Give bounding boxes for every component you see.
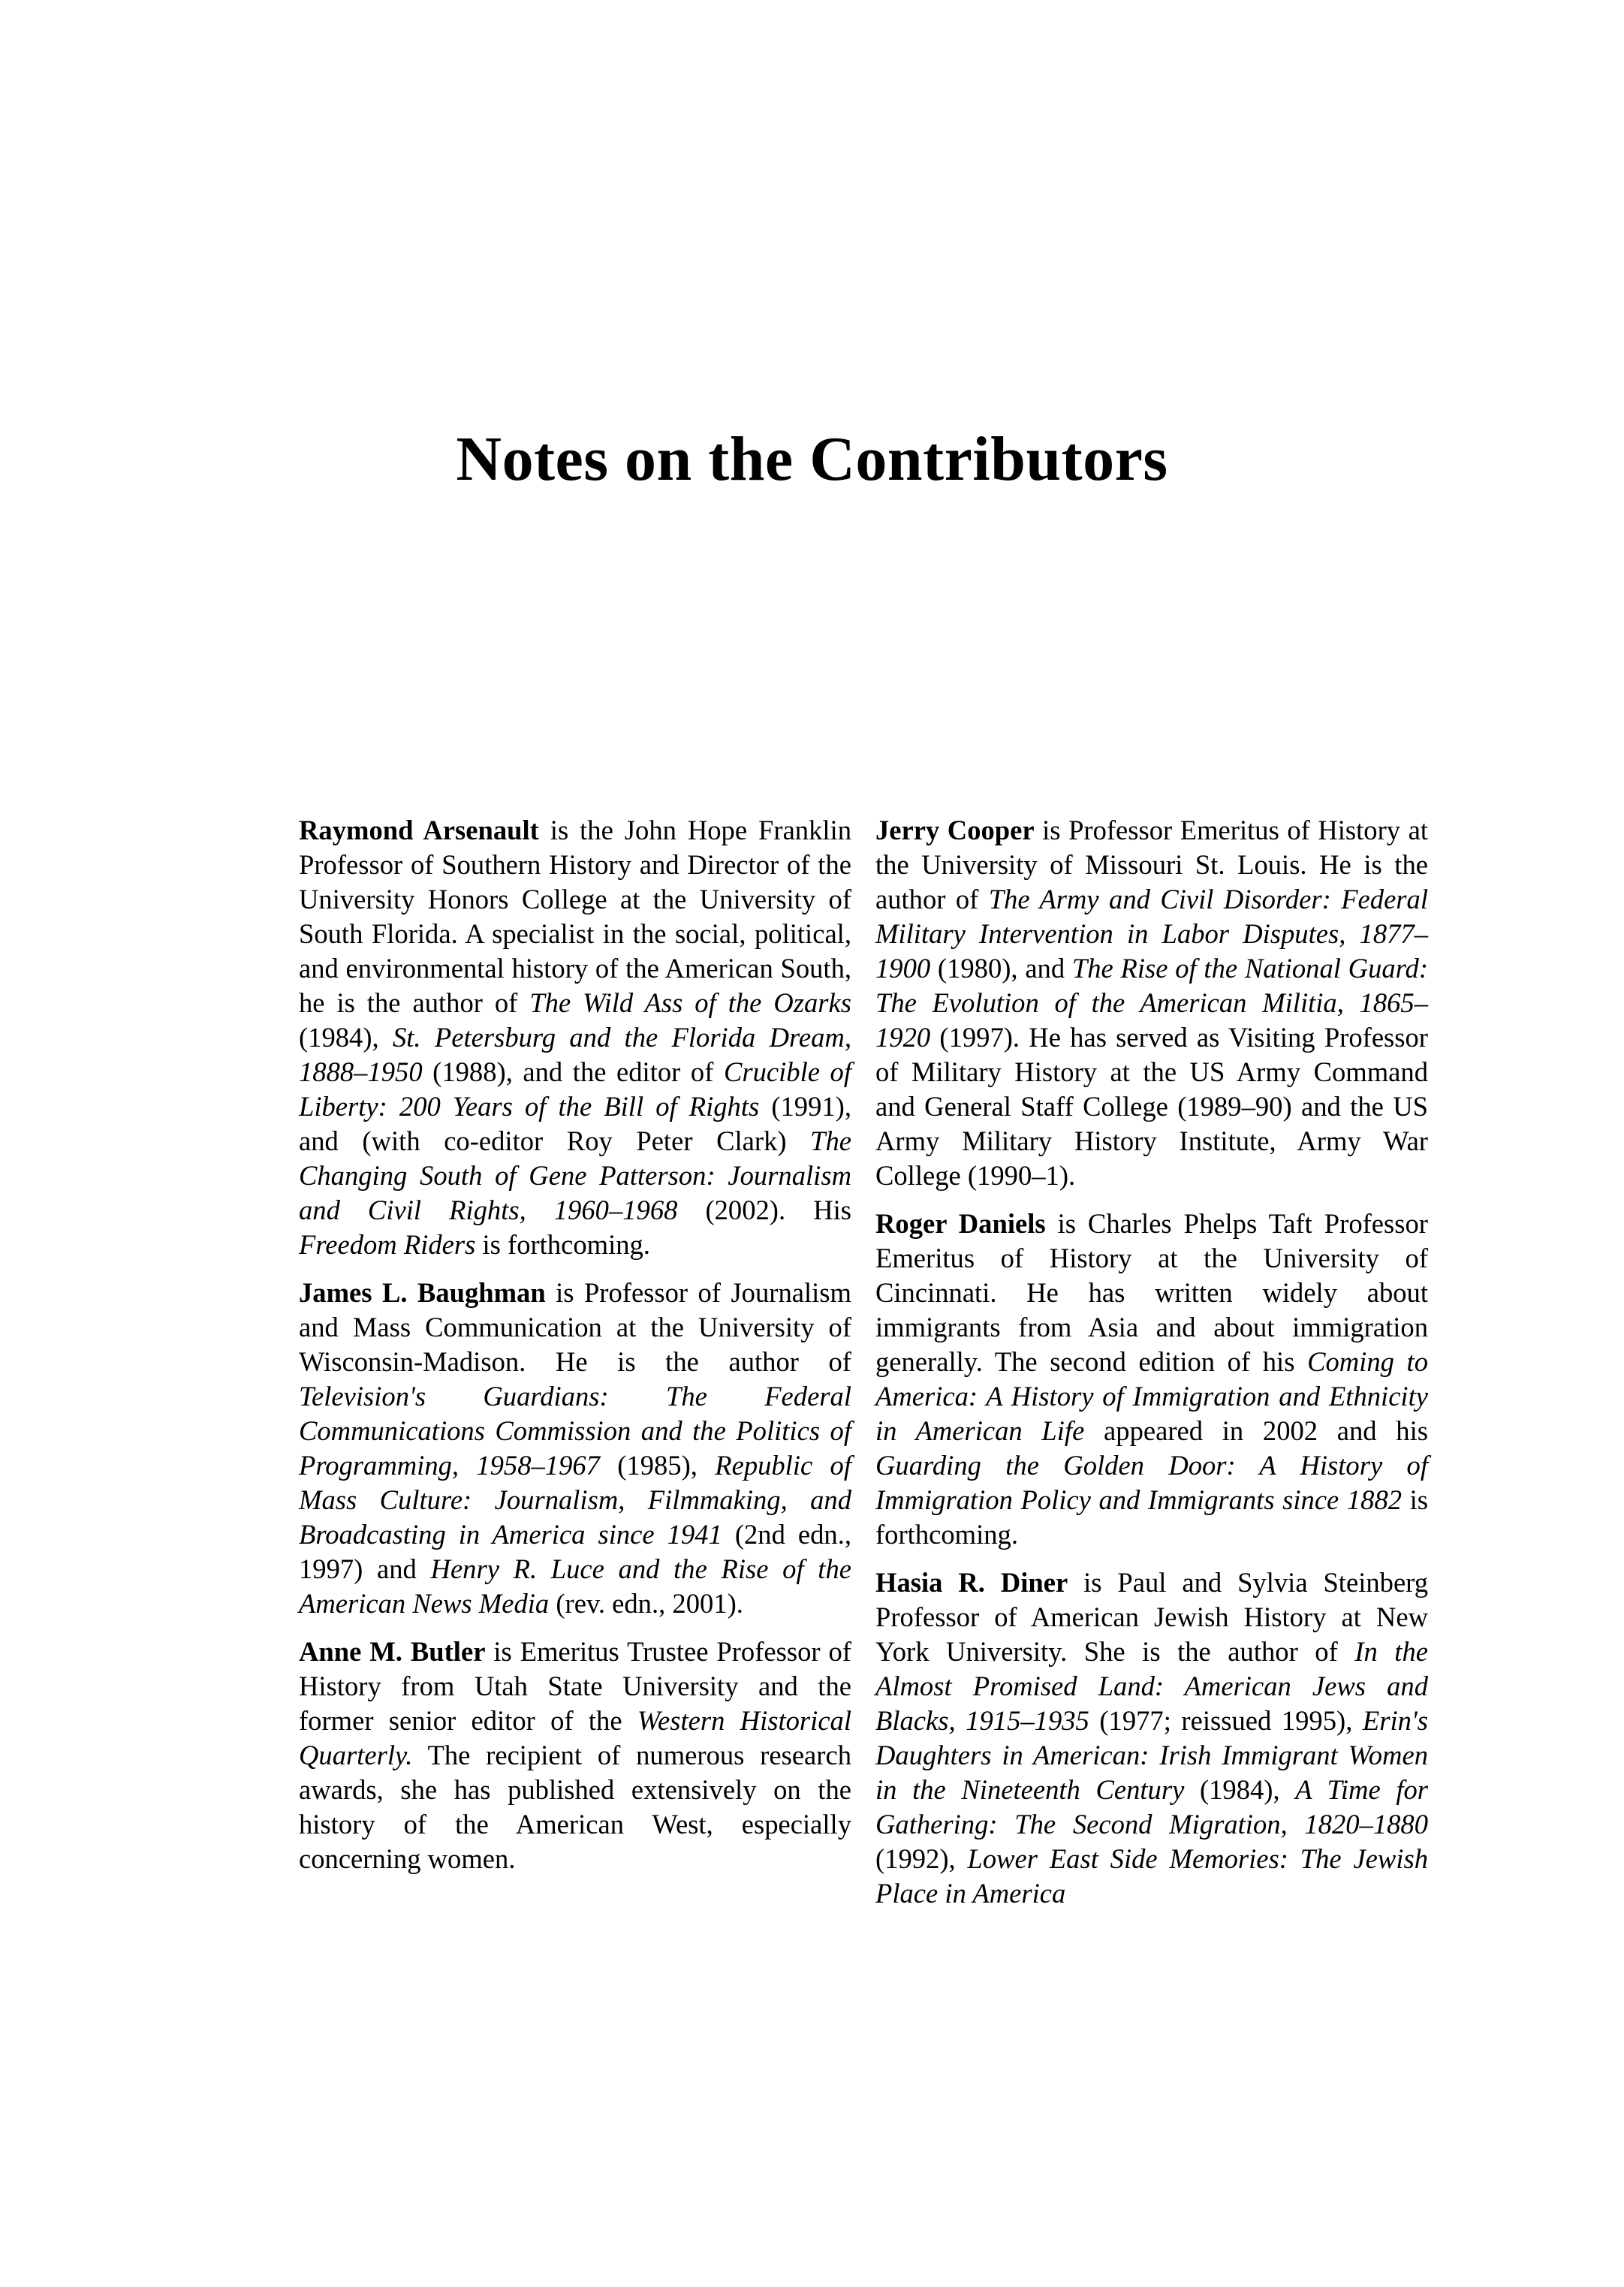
publication-title: The Changing South of Gene Patterson: Journalism and Civil Rights, 1960–1968 — [299, 1125, 851, 1225]
publication-title: In the Almost Promised Land: American Jews and Blacks, 1915–1935 — [875, 1636, 1428, 1736]
page-title: Notes on the Contributors — [456, 424, 1168, 494]
publication-title: Henry R. Luce and the Rise of the American News Media — [299, 1553, 851, 1619]
bio-text: (1977; reissued 1995), — [1089, 1705, 1363, 1736]
contributor-name: Hasia R. Diner — [875, 1567, 1068, 1598]
left-column — [299, 813, 851, 1890]
bio-text: (1984), — [299, 1022, 393, 1053]
publication-title: The Wild Ass of the Ozarks — [529, 987, 851, 1018]
bio-text: (1991), and (with co-editor Roy Peter Clark) — [299, 1091, 851, 1156]
right-column — [875, 813, 1428, 1924]
publication-title: Guarding the Golden Door: A History of Immigration Policy and Immigrants since 1882 — [875, 1450, 1428, 1515]
contributor-entry — [299, 813, 851, 1262]
contributor-entry — [299, 1635, 851, 1876]
contributor-name: Anne M. Butler — [299, 1636, 486, 1667]
publication-title: Erin's Daughters in American: Irish Immigrant Women in the Nineteenth Century — [875, 1705, 1428, 1805]
publication-title: Lower East Side Memories: The Jewish Place in America — [875, 1843, 1429, 1909]
contributor-entry — [875, 813, 1428, 1193]
contributor-name: Raymond Arsenault — [299, 815, 539, 845]
bio-text: (1985), — [599, 1450, 716, 1481]
publication-title: Republic of Mass Culture: Journalism, Filmmaking, and Broadcasting in America since 1941 — [299, 1450, 851, 1550]
contributor-entry — [299, 1276, 851, 1621]
publication-title: St. Petersburg and the Florida Dream, 1888–1950 — [299, 1022, 851, 1087]
contributor-name: James L. Baughman — [299, 1277, 546, 1308]
bio-text: (1988), and the editor of — [422, 1056, 724, 1087]
bio-text: is the John Hope Franklin Professor of Southern History and Director of the University Honors College at the University of South Florida. A specialist in the social, political, and environmental history of the American South, he is the author of — [299, 815, 851, 1018]
bio-text: is Charles Phelps Taft Professor Emeritus of History at the University of Cincinnati. He has written widely about immigrants from Asia and about immigration generally. The second edition of his — [875, 1208, 1428, 1377]
publication-title: Television's Guardians: The Federal Communications Commission and the Politics of Programming, 1958–1967 — [299, 1381, 851, 1481]
bio-text: (rev. edn., 2001). — [549, 1588, 743, 1619]
publication-title: Freedom Riders — [299, 1229, 476, 1260]
bio-text: is forthcoming. — [875, 1484, 1428, 1550]
bio-text: (1997). He has served as Visiting Professor of Military History at the US Army Command and General Staff College (1989–90) and the US Army Military History Institute, Army War College (1990–1). — [875, 1022, 1428, 1191]
bio-text: is Professor Emeritus of History at the University of Missouri St. Louis. He is the author of — [875, 815, 1428, 914]
publication-title: A Time for Gathering: The Second Migration, 1820–1880 — [875, 1774, 1429, 1840]
publication-title: The Army and Civil Disorder: Federal Military Intervention in Labor Disputes, 1877–1900 — [875, 884, 1428, 984]
contributor-name: Roger Daniels — [875, 1208, 1046, 1239]
bio-text: is Professor of Journalism and Mass Communication at the University of Wisconsin-Madison. He is the author of — [299, 1277, 851, 1377]
bio-text: is forthcoming. — [475, 1229, 650, 1260]
contributor-entry — [875, 1565, 1428, 1911]
contributor-name: Jerry Cooper — [875, 815, 1035, 845]
publication-title: Western Historical Quarterly. — [299, 1705, 852, 1770]
publication-title: The Rise of the National Guard: The Evolution of the American Militia, 1865–1920 — [875, 953, 1428, 1053]
bio-text: (1992), — [875, 1843, 968, 1874]
bio-text: (1984), — [1184, 1774, 1296, 1805]
publication-title: Coming to America: A History of Immigration and Ethnicity in American Life — [875, 1346, 1428, 1446]
bio-text: is Paul and Sylvia Steinberg Professor of American Jewish History at New York University. She is the author of — [875, 1567, 1428, 1667]
bio-text: (2nd edn., 1997) and — [299, 1519, 851, 1584]
bio-text: is Emeritus Trustee Professor of History from Utah State University and the former senior editor of the — [299, 1636, 851, 1736]
contributor-entry — [875, 1207, 1428, 1552]
publication-title: Crucible of Liberty: 200 Years of the Bill of Rights — [299, 1056, 851, 1122]
bio-text: The recipient of numerous research awards, she has published extensively on the history of the American West, especially concerning women. — [299, 1740, 851, 1874]
bio-text: (2002). His — [677, 1195, 852, 1225]
bio-text: (1980), and — [930, 953, 1072, 984]
bio-text: appeared in 2002 and his — [1084, 1415, 1428, 1446]
